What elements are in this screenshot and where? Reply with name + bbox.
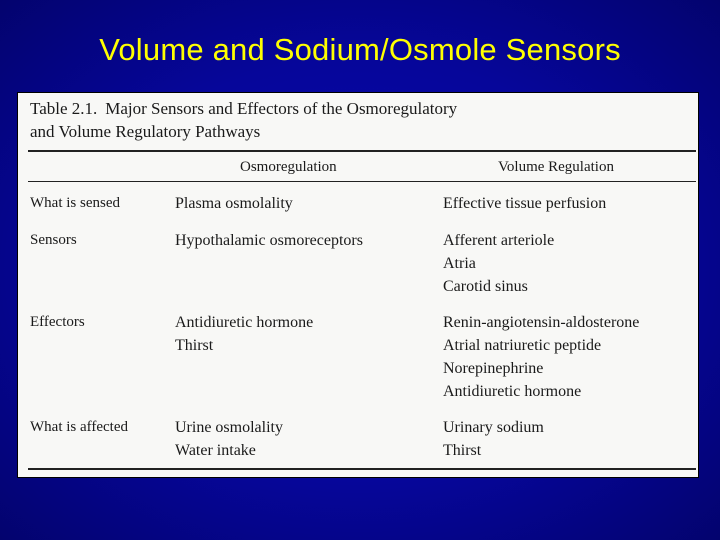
cell-line: Effective tissue perfusion [443,195,607,212]
table-bottom-rule [28,468,696,470]
row-label-what-is-affected: What is affected [30,419,129,435]
cell-line: Plasma osmolality [175,195,293,212]
table-image [17,92,699,478]
table-caption-line1: Major Sensors and Effectors of the Osmoregulatory [105,99,458,118]
table-header-rule [28,181,696,182]
cell-line: Norepinephrine [443,360,544,377]
cell-line: Carotid sinus [443,278,528,295]
cell-volume-effectors [443,311,639,403]
column-header-volume-regulation: Volume Regulation [498,159,614,175]
cell-osmoregulation-sensors [175,229,363,252]
cell-volume-what-is-affected [443,416,544,462]
cell-line: Renin-angiotensin-aldosterone [443,314,640,331]
cell-line: Atria [443,255,476,272]
row-label-effectors: Effectors [30,314,85,330]
cell-line: Atrial natriuretic peptide [443,337,602,354]
cell-osmoregulation-effectors [175,311,313,357]
cell-line: Thirst [175,337,214,354]
cell-line: Hypothalamic osmoreceptors [175,232,363,249]
row-label-sensors: Sensors [30,232,77,248]
row-label-what-is-sensed: What is sensed [30,195,120,211]
slide-title: Volume and Sodium/Osmole Sensors [99,32,621,67]
cell-volume-what-is-sensed [443,192,606,215]
cell-line: Urine osmolality [175,419,283,436]
cell-line: Thirst [443,442,482,459]
column-header-osmoregulation: Osmoregulation [240,159,337,175]
cell-line: Water intake [175,442,256,459]
table-caption-label: Table 2.1. [30,99,98,118]
cell-volume-sensors [443,229,554,298]
table-caption-line2: and Volume Regulatory Pathways [30,122,261,141]
cell-line: Antidiuretic hormone [443,383,582,400]
cell-osmoregulation-what-is-sensed [175,192,293,215]
cell-line: Afferent arteriole [443,232,555,249]
cell-line: Urinary sodium [443,419,544,436]
table-caption [30,97,457,143]
cell-osmoregulation-what-is-affected [175,416,283,462]
table-top-rule [28,150,696,152]
cell-line: Antidiuretic hormone [175,314,314,331]
